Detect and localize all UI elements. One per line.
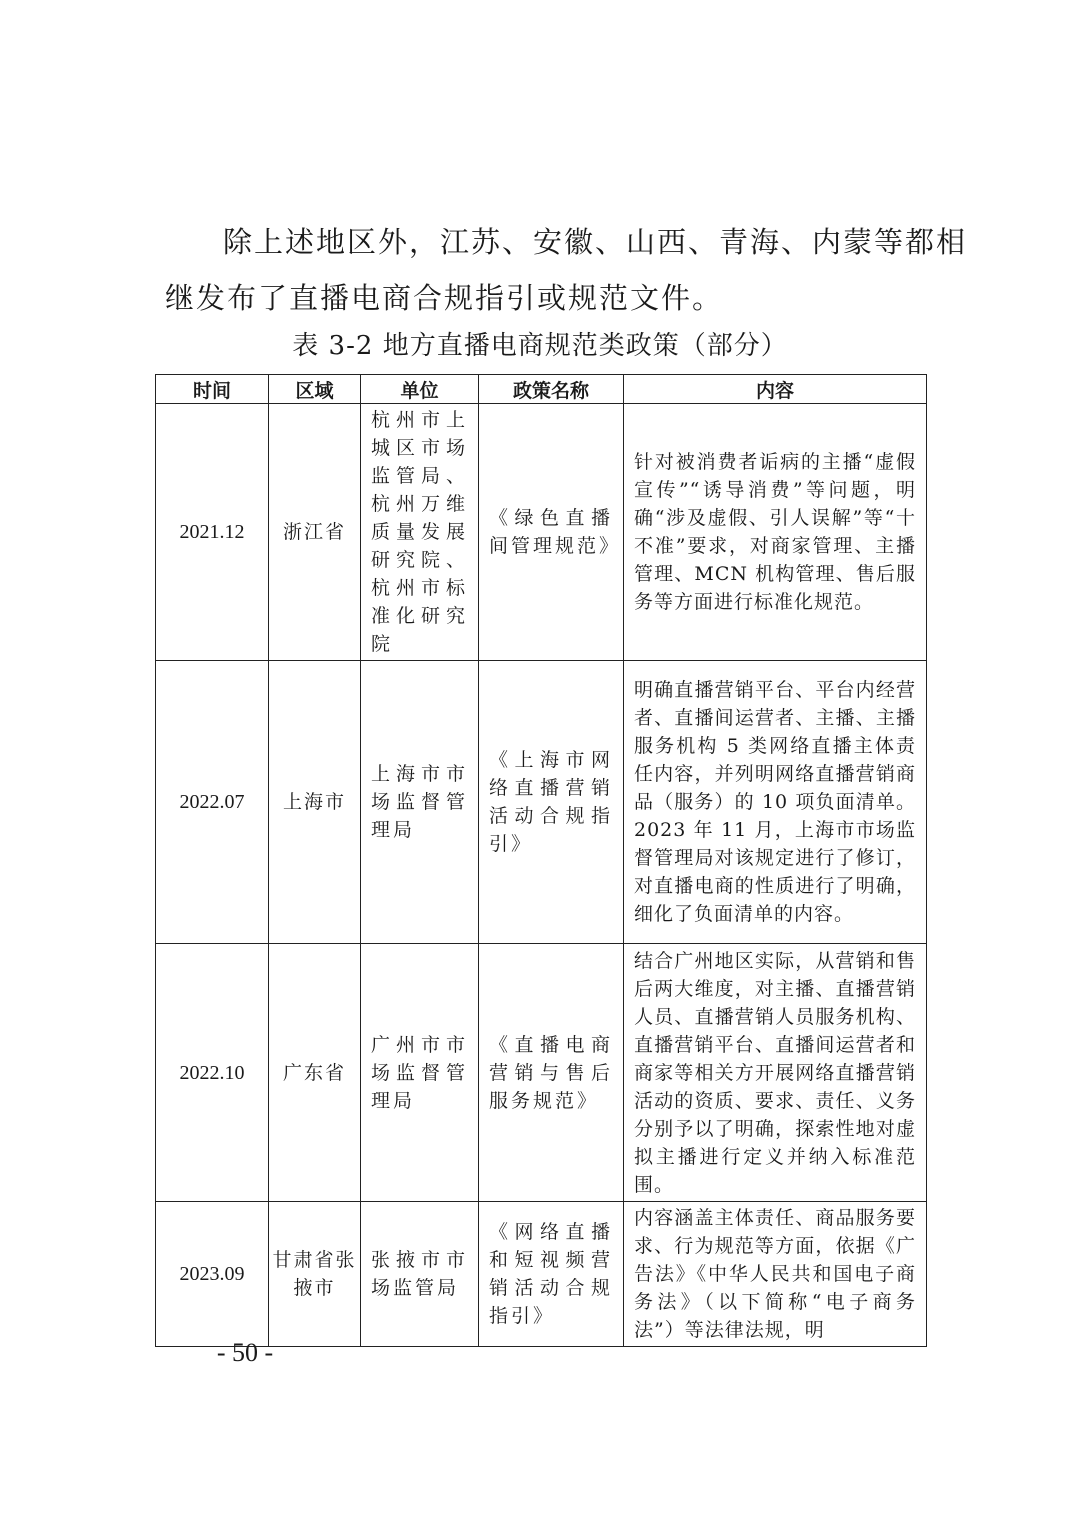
header-content: 内容 (624, 375, 927, 404)
cell-unit: 张掖市市场监管局 (361, 1202, 479, 1347)
intro-line-2: 继发布了直播电商合规指引或规范文件。 (165, 281, 724, 315)
cell-content: 明确直播营销平台、平台内经营者、直播间运营者、主播、主播服务机构 5 类网络直播主体责任内容，并列明网络直播营销商品（服务）的 10 项负面清单。2023 年 11 月，上海市市场监督管理局对该规定进行了修订，对直播电商的性质进行了明确，细化了负面清单的内容。 (624, 661, 927, 944)
header-unit: 单位 (361, 375, 479, 404)
cell-policy-name: 《上海市网络直播营销活动合规指引》 (479, 661, 624, 944)
intro-line-1: 除上述地区外，江苏、安徽、山西、青海、内蒙等都相 (223, 225, 968, 259)
cell-region: 上海市 (269, 661, 361, 944)
table-row (156, 404, 927, 661)
table-row (156, 944, 927, 1202)
header-policy-name: 政策名称 (479, 375, 624, 404)
cell-time: 2023.09 (156, 1202, 269, 1347)
cell-content: 针对被消费者诟病的主播“虚假宣传”“诱导消费”等问题，明确“涉及虚假、引人误解”等“十不准”要求，对商家管理、主播管理、MCN 机构管理、售后服务等方面进行标准化规范。 (624, 404, 927, 661)
cell-content: 结合广州地区实际，从营销和售后两大维度，对主播、直播营销人员、直播营销人员服务机构、直播营销平台、直播间运营者和商家等相关方开展网络直播营销活动的资质、要求、责任、义务分别予以了明确，探索性地对虚拟主播进行定义并纳入标准范围。 (624, 944, 927, 1202)
cell-policy-name: 《绿色直播间管理规范》 (479, 404, 624, 661)
header-region: 区域 (269, 375, 361, 404)
intro-paragraph (165, 214, 968, 326)
cell-region: 广东省 (269, 944, 361, 1202)
cell-time: 2022.10 (156, 944, 269, 1202)
cell-policy-name: 《网络直播和短视频营销活动合规指引》 (479, 1202, 624, 1347)
table-caption: 表 3-2 地方直播电商规范类政策（部分） (292, 331, 788, 361)
cell-policy-name: 《直播电商营销与售后服务规范》 (479, 944, 624, 1202)
cell-unit: 杭州市上城区市场监管局、杭州万维质量发展研究院、杭州市标准化研究院 (361, 404, 479, 661)
cell-region: 浙江省 (269, 404, 361, 661)
header-time: 时间 (156, 375, 269, 404)
page-number: - 50 - (216, 1338, 274, 1367)
cell-region: 甘肃省张掖市 (269, 1202, 361, 1347)
table-row (156, 1202, 927, 1347)
table-row (156, 661, 927, 944)
cell-unit: 上海市市场监督管理局 (361, 661, 479, 944)
cell-unit: 广州市市场监督管理局 (361, 944, 479, 1202)
policy-table (155, 374, 927, 1347)
table-header-row (156, 375, 927, 404)
cell-time: 2022.07 (156, 661, 269, 944)
cell-content: 内容涵盖主体责任、商品服务要求、行为规范等方面，依据《广告法》《中华人民共和国电子商务法》（以下简称“电子商务法”）等法律法规，明 (624, 1202, 927, 1347)
cell-time: 2021.12 (156, 404, 269, 661)
